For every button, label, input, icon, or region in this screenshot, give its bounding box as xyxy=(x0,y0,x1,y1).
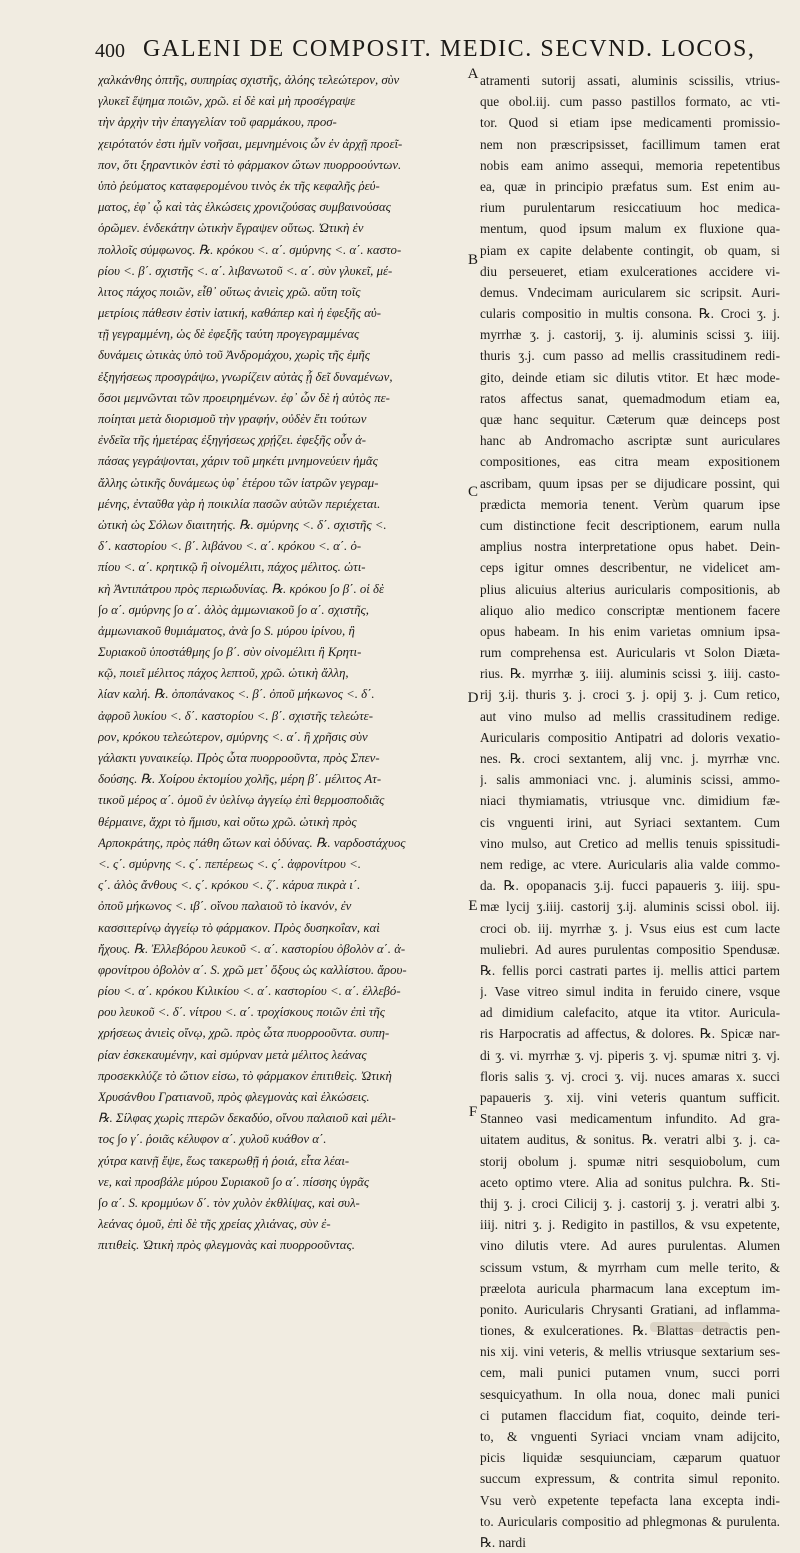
latin-text-line: muliebri. Ad aures purulentas compositio Spendusæ. xyxy=(480,941,780,957)
greek-text-line: χαλκάνθης ὀπτῆς, συπηρίας σχιστῆς, ἀλόης τελεώτερον, σὺν xyxy=(98,73,400,87)
latin-text-line: atramenti sutorij assati, aluminis scissilis, vtrius- xyxy=(480,73,780,88)
latin-text-line: to, & vnguenti Syriaci vnciam vnam adijcito, xyxy=(480,1429,780,1444)
latin-text-line: succum expressum, & contrita simul reponito. xyxy=(480,1471,780,1487)
latin-text-line: picis liquidæ sesquiunciam, cæparum quatuor xyxy=(480,1450,780,1466)
latin-text-line: gito, deinde etiam sic dilutis vtitor. Et hæc mode- xyxy=(480,369,780,385)
latin-text-line: storij obolum j. spumæ nitri sesquiobolum, cum xyxy=(480,1153,780,1169)
latin-text-line: ℞. nardi xyxy=(480,1534,526,1550)
greek-text-line: ἤχους. ℞. Ἐλλεβόρου λευκοῦ <. α΄. καστορίου ὀβολὸν α΄. ἀ- xyxy=(98,941,406,956)
greek-text-line: κῷ, ποιεῖ μέλιτος πάχος λεπτοῦ, χρῶ. ὠτικὴ ἄλλη, xyxy=(98,666,349,681)
latin-text-line: nem non præscripsisset, facillimum tamen erat xyxy=(480,136,780,152)
latin-text-line: ponito. Auricularis Chrysanti Gratiani, ad inflamma- xyxy=(480,1301,780,1317)
latin-text-line: opus habeam. In his enim varietas omnium ipsa- xyxy=(480,623,780,639)
greek-text-line: τικοῦ μέρος α΄. ὁμοῦ ἐν ὑελίνῳ ἀγγείῳ ἐπὶ θερμοσποδιᾶς xyxy=(98,793,385,808)
latin-text-line: prædicta memoria tenent. Verùm quarum ipse xyxy=(480,496,780,512)
latin-text-line: rij ʒ.ij. thuris ʒ. j. croci ʒ. j. opij ʒ. j. Cum retico, xyxy=(480,687,780,703)
greek-text-line: κὴ Ἀντιπάτρου πρὸς περιωδυνίας. ℞. κρόκου ∫ο β΄. οἱ δὲ xyxy=(98,581,384,596)
latin-text-line: iiij. nitri ʒ. j. Redigito in pastillos, & vsu expetente, xyxy=(480,1217,780,1233)
greek-text-line: προσεκκλύζε τὸ ὤτιον εἰσω, τὸ φάρμακον ἐπιτιθεὶς. Ὠτικὴ xyxy=(98,1068,392,1083)
latin-text-line: ascribam, quum ipsas per se dijudicare possint, qui xyxy=(480,475,780,491)
latin-text-line: vino mulso, aut Cretico ad mellis tenuis spissitudi- xyxy=(480,835,780,851)
greek-text-line: δ΄. καστορίου <. β΄. λιβάνου <. α΄. κρόκου <. α΄. ὀ- xyxy=(98,539,362,554)
greek-text-line: φρονίτρου ὀβολὸν α΄. S. χρῶ μετ᾽ ὄξους ὡς καλλίστου. ἄρου- xyxy=(98,962,407,977)
greek-text-line: θέρμαινε, ἄχρι τὸ ἥμισυ, καὶ οὕτω χρῶ. ὠτικὴ πρὸς xyxy=(98,814,357,829)
latin-text-line: rum comprehensa est. Auricularis vt Solon Diæta- xyxy=(480,645,780,661)
latin-text-line: Vsu verò expetente tepefacta lana excepta indi- xyxy=(480,1492,780,1508)
latin-text-line: mæ lycij ʒ.iiij. castorij ʒ.ij. aluminis scissi obol. iij. xyxy=(480,899,780,915)
greek-text-line: ρον, κρόκου τελεώτερον, σμύρνης <. α΄. ἢ χρῆσις σὺν xyxy=(98,729,368,744)
latin-text-line: thuris ʒ.j. cum passo ad mellis crassitudinem redi- xyxy=(480,348,780,364)
greek-text-line: πολλοῖς σύμφωνος. ℞. κρόκου <. α΄. σμύρνης <. α΄. καστο- xyxy=(98,242,402,257)
greek-text-line: ∫ο α΄. σμύρνης ∫ο α΄. ἁλὸς ἀμμωνιακοῦ ∫ο α΄. σχιστῆς, xyxy=(98,602,369,617)
greek-text-line: ὠτικὴ ὡς Σόλων διαιτητής. ℞. σμύρνης <. δ΄. σχιστῆς <. xyxy=(98,517,387,532)
greek-text-line: ∫ο α΄. S. κρομμύων δ΄. τὸν χυλὸν ἐκθλίψας, καὶ συλ- xyxy=(98,1195,360,1210)
greek-text-line: ποίηται μετὰ διορισμοῦ τὴν γραφήν, οὐδὲν ἔτι τούτων xyxy=(98,412,367,426)
greek-text-line: ρίου <. α΄. κρόκου Κιλικίου <. α΄. καστορίου <. α΄. ἐλλεβό- xyxy=(98,984,401,999)
greek-text-line: πάσας γεγράψονται, χάριν τοῦ μηκέτι μνημονεύειν ἡμᾶς xyxy=(98,454,378,469)
latin-text-line: nis xij. vini veteris, & mellis vtriusque sextarium ses- xyxy=(480,1344,780,1360)
latin-text-line: ci putamen flaccidum fiat, coquito, deinde teri- xyxy=(480,1407,780,1423)
margin-letter-e: E xyxy=(468,898,478,914)
greek-text-line: πον, ὅτι ξηραντικὸν ἐστὶ τὸ φάρμακον ὤτων πυορροούντων. xyxy=(98,157,402,172)
latin-text-line: cem, mali punici putamen vnum, succi porri xyxy=(480,1365,780,1381)
margin-letter-f: F xyxy=(468,1104,478,1120)
latin-text-line: compositiones, eas citra meam expositionem xyxy=(480,454,780,470)
greek-text-line: ἀφροῦ λυκίου <. δ΄. καστορίου <. β΄. σχιστῆς τελεώτε- xyxy=(98,708,373,723)
greek-text-line: τῇ γεγραμμένη, ὡς δὲ ἐφεξῆς ταύτη προγεγραμμένας xyxy=(98,327,360,342)
latin-text-line: croci ob. iij. myrrhæ ʒ. j. Vsus eius est cum lacte xyxy=(480,920,780,936)
greek-text-line: χειρότατόν ἐστι ἡμῖν νοῆσαι, μεμνημένοις ὧν ἐν ἀρχῇ προεῖ- xyxy=(98,136,403,151)
greek-text-line: ἀμμωνιακοῦ θυμιάματος, ἀνὰ ∫ο S. μύρου ἰρίνου, ἢ xyxy=(98,623,355,638)
latin-text-line: hanc ab Andromacho ascriptæ sunt auriculares xyxy=(480,433,780,449)
latin-text-line: nobis eam animo assequi, memoria repetentibus xyxy=(480,157,780,173)
page-header xyxy=(95,36,756,70)
greek-text-line: τος ∫ο γ΄. ῥοιᾶς κέλυφον α΄. χυλοῦ κυάθον α΄. xyxy=(98,1132,327,1147)
latin-text-line: ad dimidium calefacito, atque ita vtitor. Auricula- xyxy=(480,1005,780,1021)
running-title: GALENI DE COMPOSIT. MEDIC. SECVND. LOCOS, xyxy=(143,36,756,62)
latin-text-line: demus. Vndecimam auricularem sic scripsit. Auri- xyxy=(480,284,780,300)
latin-text-line: di ʒ. vi. myrrhæ ʒ. vj. piperis ʒ. vj. spumæ nitri ʒ. vj. xyxy=(480,1047,780,1063)
latin-text-line: sesquicyathum. In olla noua, donec mali punici xyxy=(480,1386,780,1402)
page-number: 400 xyxy=(95,40,125,62)
latin-text-line: myrrhæ ʒ. j. castorij, ʒ. ij. aluminis scissi ʒ. iiij. xyxy=(480,327,780,343)
latin-text-line: quæ hanc sequitur. Cæterum quæ deinceps post xyxy=(480,412,780,427)
greek-text-line: ὀποῦ μήκωνος <. ιβ΄. οἴνου παλαιοῦ τὸ ἱκανόν, ἐν xyxy=(98,899,352,914)
latin-text-line: to. Auricularis compositio ad phlegmonas & purulenta. xyxy=(480,1513,780,1529)
greek-text-column xyxy=(98,70,464,1310)
latin-text-line: rius. ℞. myrrhæ ʒ. iiij. aluminis scissi ʒ. iiij. casto- xyxy=(480,666,780,682)
latin-text-line: cis vnguenti irini, aut Syriaci sextantem. Cum xyxy=(480,814,780,830)
latin-text-line: niaci thymiamatis, vtriusque vnc. dimidium fæ- xyxy=(480,793,780,809)
greek-text-line: Χρυσάνθου Γρατιανοῦ, πρὸς φλεγμονὰς καὶ ἑλκώσεις. xyxy=(98,1090,370,1104)
margin-letter-c: C xyxy=(467,484,478,500)
latin-text-line: piam ex capite delabente contingit, ob quam, si xyxy=(480,242,780,258)
greek-text-line: πίου <. α΄. κρητικῷ ἢ οἰνομέλιτι, πάχος μέλιτος. ὠτι- xyxy=(98,560,366,575)
latin-text-line: tiones, & exulcerationes. ℞. Blattas detractis pen- xyxy=(480,1323,780,1339)
margin-letter-d: D xyxy=(467,690,479,706)
latin-text-line: ℞. fellis porci castrati partes ij. mellis attici partem xyxy=(480,962,780,978)
greek-text-line: Συριακοῦ ὑποστάθμης ∫ο β΄. σὺν οἰνομέλιτι ἢ Κρητι- xyxy=(98,645,362,660)
greek-text-line: δούσης. ℞. Χοίρου ἐκτομίου χολῆς, μέρη β΄. μέλιτος Ατ- xyxy=(98,772,382,787)
latin-text-line: j. salis ammoniaci vnc. j. aluminis scissi, ammo- xyxy=(480,772,780,788)
greek-text-line: ρίου <. β΄. σχιστῆς <. α΄. λιβανωτοῦ <. α΄. σὺν γλυκεῖ, μέ- xyxy=(98,263,393,278)
greek-text-line: γλυκεῖ ἕψημα ποιῶν, χρῶ. εἰ δὲ καὶ μὴ προσέγραψε xyxy=(98,94,356,109)
latin-text-line: plius alicuius alterius auricularis compositionis, ab xyxy=(480,581,780,597)
latin-text-line: Stanneo vasi medicamentum infundito. Ad gra- xyxy=(480,1111,780,1127)
latin-text-line: nem redige, ac vtere. Auricularis alia valde commo- xyxy=(480,856,780,872)
latin-text-line: mentum, quod ipsum malum ex fluxione qua- xyxy=(480,221,780,237)
latin-text-line: vino dilutis vtere. Ad aures purulentas. Alumen xyxy=(480,1238,780,1254)
greek-text-line: ὁρῶμεν. ἑνδεκάτην ὠτικὴν ἔγραψεν οὕτως. Ὠτικὴ ἐν xyxy=(98,221,364,236)
greek-text-line: ὅσοι μεμνῶνται τῶν προειρημένων. ἐφ᾽ ὧν δὲ ἡ αὐτὸς πε- xyxy=(98,390,390,405)
greek-text-line: μετρίοις πάθεσιν ἐστὶν ἰατική, καθάπερ καὶ ἡ ἐφεξῆς αὐ- xyxy=(98,306,382,321)
latin-text-line: j. Vase vitreo simul indita in feruido cinere, vsque xyxy=(480,984,780,1000)
latin-text-line: thij ʒ. j. croci Cilicij ʒ. j. castorij ʒ. j. veratri albi ʒ. xyxy=(480,1195,780,1211)
greek-text-line: ἄλλης ὠτικῆς δυνάμεως ὑφ᾽ ἑτέρου τῶν ἰατρῶν γεγραμ- xyxy=(98,475,379,490)
latin-text-line: da. ℞. opopanacis ʒ.ij. fucci papaueris ʒ. iiij. spu- xyxy=(480,878,780,894)
latin-text-column xyxy=(480,70,780,1550)
latin-text-line: ceps igitur omnes describentur, ne videlicet am- xyxy=(480,560,780,576)
greek-text-line: ρίαν ἐσκεκαυμένην, καὶ σμύρναν μετὰ μέλιτος λεάνας xyxy=(98,1047,367,1062)
greek-text-line: ἐνδεῖα τῆς ἡμετέρας ἐξηγήσεως χρῄζει. ἐφεξῆς οὖν ἁ- xyxy=(98,433,367,448)
greek-text-line: Αρποκράτης, πρὸς πάθη ὤτων καὶ ὀδύνας. ℞. ναρδοστάχυος xyxy=(98,835,406,850)
greek-text-line: λιτος πάχος ποιῶν, εἶθ᾽ οὕτως ἀνιεὶς χρῶ. αὕτη τοῖς xyxy=(98,284,361,299)
latin-text-line: floris salis ʒ. vj. croci ʒ. vij. nuces amaras x. succi xyxy=(480,1068,780,1084)
latin-text-line: papaueris ʒ. xij. vini veteris quantum sufficit. xyxy=(480,1090,780,1105)
latin-text-line: nes. ℞. croci sextantem, alij vnc. j. myrrhæ vnc. xyxy=(480,751,780,766)
margin-letter-b: B xyxy=(467,252,478,268)
latin-text-line: uitatem auditus, & sonitus. ℞. veratri albi ʒ. j. ca- xyxy=(480,1132,780,1148)
latin-text-line: cum distinctione fecit descriptionem, earum nulla xyxy=(480,517,780,533)
greek-text-line: ρου λευκοῦ <. δ΄. νίτρου <. α΄. τροχίσκους ποιῶν ἐπὶ τῆς xyxy=(98,1005,385,1020)
greek-text-line: ℞. Σίλφας χωρὶς πτερῶν δεκαδύο, οἴνου παλαιοῦ καὶ μέλι- xyxy=(98,1111,396,1126)
latin-text-line: cularis compositio in multis consona. ℞. Croci ʒ. j. xyxy=(480,306,780,322)
greek-text-line: νε, καὶ προσβάλε μύρου Συριακοῦ ∫ο α΄. πίσσης ὑγρᾶς xyxy=(98,1174,370,1189)
margin-letter-a: A xyxy=(467,66,479,82)
page-stain xyxy=(650,1322,730,1332)
latin-text-line: ratos affectus sanat, quemadmodum etiam ea, xyxy=(480,390,780,406)
latin-text-line: Auricularis compositio Antipatri ad doloris vexatio- xyxy=(480,729,780,745)
greek-text-line: δυνάμεις ὠτικὰς ὑπὸ τοῦ Ἀνδρομάχου, χωρὶς τῆς ἐμῆς xyxy=(98,348,370,363)
latin-text-line: ris Harpocratis ad affectus, & dolores. ℞. Spicæ nar- xyxy=(480,1026,780,1042)
greek-text-line: ἐξηγήσεως προσγράψω, γνωρίζειν αὐτὰς ᾗ δεῖ δυναμένων, xyxy=(98,369,393,384)
latin-text-line: præelota auricula pharmacum lana exceptum im- xyxy=(480,1280,780,1296)
greek-text-line: ς΄. ἁλὸς ἄνθους <. ς΄. κρόκου <. ζ΄. κάρυα πικρὰ ι΄. xyxy=(98,878,361,893)
latin-text-line: aliquo alio medico conscriptæ mentionem facere xyxy=(480,602,780,618)
greek-text-line: λεάνας ὁμοῦ, ἐπὶ δὲ τῆς χρείας χλιάνας, σὺν ἐ- xyxy=(98,1217,331,1232)
latin-text-line: amplius nostra interpretatione opus habet. Dein- xyxy=(480,539,780,555)
latin-text-line: que obol.iij. cum passo pastillos formato, ac vti- xyxy=(480,94,780,110)
latin-text-line: diu perseueret, etiam exulcerationes accidere vi- xyxy=(480,263,780,279)
greek-text-line: πιτιθεὶς. Ὠτικὴ πρὸς φλεγμονὰς καὶ πυορροοῦντας. xyxy=(98,1238,355,1253)
greek-text-line: τὴν ἀρχὴν τὴν ἐπαγγελίαν τοῦ φαρμάκου, προσ- xyxy=(98,115,337,130)
greek-text-line: γάλακτι γυναικείῳ. Πρὸς ὦτα πυορροοῦντα, πρὸς Σπεν- xyxy=(98,751,380,765)
latin-text-line: ea, quæ in principio præfatus sum. Est enim au- xyxy=(480,178,780,194)
greek-text-line: μένης, ἐνταῦθα γὰρ ἡ ποικιλία πασῶν αὐτῶν περιέχεται. xyxy=(98,496,381,511)
latin-text-line: scissum vstum, & myrrham cum melle terito, & xyxy=(480,1259,780,1275)
latin-text-line: tor. Quod si etiam ipse medicamenti promissio- xyxy=(480,115,780,131)
greek-text-line: χρήσεως ἀνιεὶς οἴνῳ, χρῶ. πρὸς ὦτα πυορροοῦντα. συπη- xyxy=(98,1026,390,1041)
greek-text-line: λίαν καλή. ℞. ὀποπάνακος <. β΄. ὀποῦ μήκωνος <. δ΄. xyxy=(98,687,375,702)
greek-text-line: χύτρα καινῇ ἕψε, ἕως τακερωθῇ ἡ ῥοιά, εἶτα λέαι- xyxy=(98,1153,350,1168)
greek-text-line: κασσιτερίνῳ ἀγγείῳ τὸ φάρμακον. Πρὸς δυσηκοΐαν, καὶ xyxy=(98,920,380,935)
latin-text-line: rium purulentarum resiccatiuum hoc medica- xyxy=(480,200,780,216)
greek-text-line: ματος, ἐφ᾽ ᾧ καὶ τὰς ἑλκώσεις χρονιζούσας συμβαινούσας xyxy=(98,200,391,215)
greek-text-line: ὑπὸ ῥεύματος καταφερομένου τινὸς ἐκ τῆς κεφαλῆς ῥεύ- xyxy=(98,178,380,193)
latin-text-line: aut vino mulso ad mellis crassitudinem redige. xyxy=(480,708,780,724)
greek-text-line: <. ς΄. σμύρνης <. ς΄. πεπέρεως <. ς΄. ἀφρονίτρου <. xyxy=(98,856,361,871)
latin-text-line: aceto optimo vtere. Alia ad sonitus pulchra. ℞. Sti- xyxy=(480,1174,780,1190)
